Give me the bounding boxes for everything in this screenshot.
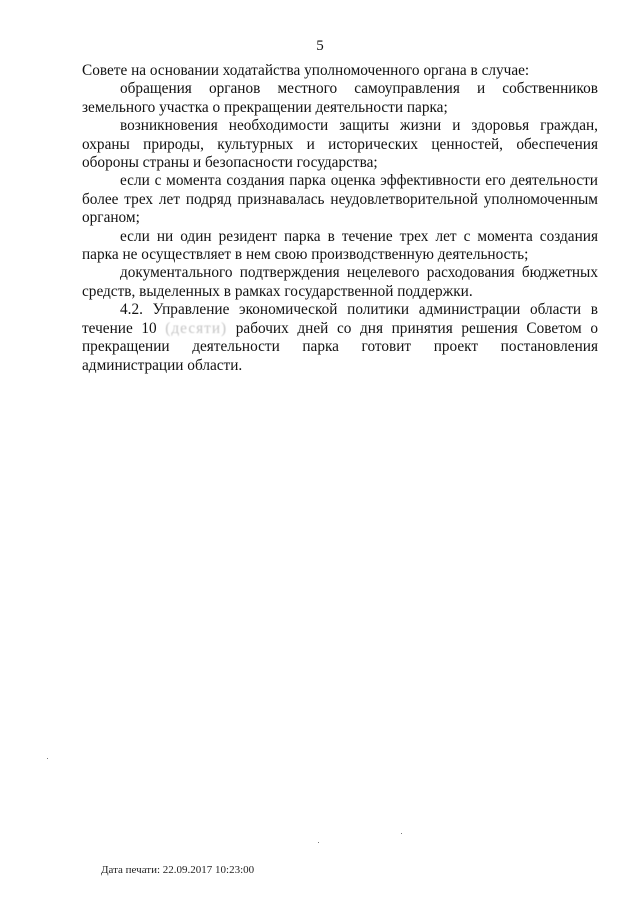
paragraph-intro: Совете на основании ходатайства уполномоченного органа в случае:: [82, 62, 530, 79]
document-body: [82, 62, 598, 375]
clause-text-end: рабочих дней со дня принятия решения Советом о прекращении деятельности парка готовит проект постановления администрации области.: [82, 319, 598, 374]
page-number: 5: [316, 38, 324, 54]
scan-speck: [318, 842, 319, 843]
paragraph-item: если с момента создания парка оценка эффективности его деятельности более трех лет подряд признавалась неудовлетворительной уполномоченным органом;: [82, 172, 598, 227]
paragraph-item: возникновения необходимости защиты жизни и здоровья граждан, охраны природы, культурных и исторических ценностей, обеспечения обороны страны и безопасности государства;: [82, 117, 598, 172]
scan-speck: [47, 758, 48, 759]
paragraph-item: если ни один резидент парка в течение трех лет с момента создания парка не осуществляет в нем свою производственную деятельность;: [82, 227, 598, 264]
clause-text-start: 4.2. Управление экономической политики администрации области в течение 10: [82, 301, 598, 337]
paragraph-item: обращения органов местного самоуправления и собственников земельного участка о прекращении деятельности парка;: [82, 80, 598, 116]
paragraph-item: документального подтверждения нецелевого расходования бюджетных средств, выделенных в рамках государственной поддержки.: [82, 264, 598, 300]
paragraph-clause-4-2: [82, 301, 598, 375]
scan-speck: [401, 833, 402, 834]
print-date-footer: Дата печати: 22.09.2017 10:23:00: [101, 864, 255, 876]
clause-blurred-word: (десяти): [165, 319, 228, 337]
